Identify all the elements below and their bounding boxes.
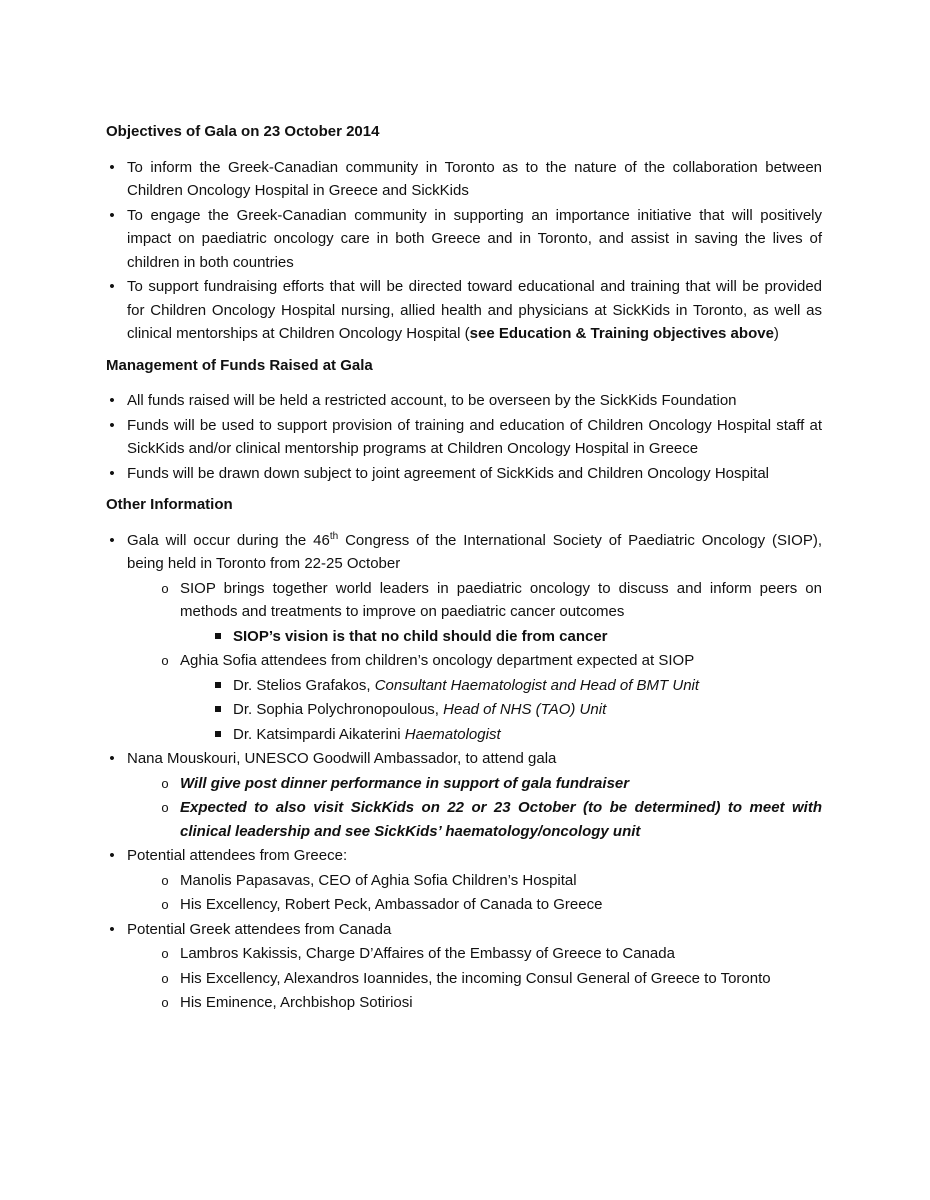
objectives-heading: Objectives of Gala on 23 October 2014 bbox=[106, 123, 380, 140]
list-item bbox=[106, 414, 822, 461]
list-item bbox=[106, 529, 822, 747]
square-bullet-icon bbox=[215, 731, 221, 737]
sublist-item-text: His Eminence, Archbishop Sotiriosi bbox=[180, 994, 413, 1011]
sublist-item bbox=[159, 942, 822, 966]
superscript: th bbox=[329, 530, 339, 542]
nested-sublist bbox=[180, 674, 822, 747]
list-item-text: To inform the Greek-Canadian community in Toronto as to the nature of the collaboration between Children Oncology Hospital in Greece and SickKids bbox=[127, 158, 822, 199]
sublist bbox=[127, 772, 822, 844]
sublist-item-text: His Excellency, Alexandros Ioannides, the incoming Consul General of Greece to Toronto bbox=[180, 969, 771, 987]
sublist-item bbox=[159, 967, 822, 991]
list-item-bold-text: see Education & Training objectives above bbox=[469, 325, 774, 342]
square-bullet-icon bbox=[215, 682, 221, 688]
nested-item-text: SIOP’s vision is that no child should die from cancer bbox=[233, 627, 608, 645]
list-item bbox=[106, 156, 822, 203]
list-item-text: Funds will be drawn down subject to joint agreement of SickKids and Children Oncology Hospital bbox=[127, 464, 770, 482]
funds-heading: Management of Funds Raised at Gala bbox=[106, 356, 373, 374]
list-item bbox=[106, 747, 822, 843]
bullet-icon: • bbox=[109, 158, 115, 176]
list-item-text: Potential attendees from Greece: bbox=[127, 847, 348, 864]
circle-bullet-icon: o bbox=[161, 970, 169, 986]
circle-bullet-icon: o bbox=[161, 897, 169, 912]
doctor-name: Dr. Stelios Grafakos, bbox=[233, 676, 375, 694]
sublist-item bbox=[159, 893, 822, 917]
nested-sublist bbox=[180, 625, 822, 649]
nested-item bbox=[212, 674, 822, 698]
doctor-role: Haematologist bbox=[404, 725, 501, 743]
sublist-item-text: His Excellency, Robert Peck, Ambassador of Canada to Greece bbox=[180, 896, 603, 913]
doctor-role: Head of NHS (TAO) Unit bbox=[443, 701, 607, 718]
sublist-item-text: Expected to also visit SickKids on 22 or 23 October (to be determined) to meet with clinical leadership and see SickKids’ haematology/oncology unit bbox=[180, 799, 822, 840]
bullet-icon: • bbox=[109, 416, 115, 434]
bullet-icon: • bbox=[109, 206, 115, 224]
document-page bbox=[106, 120, 822, 1016]
sublist-item bbox=[159, 869, 822, 893]
other-info-list bbox=[106, 529, 822, 1015]
doctor-name: Dr. Sophia Polychronopoulous, bbox=[233, 701, 444, 718]
list-item-text: To support fundraising efforts that will be directed toward educational and training that will be provided for Children Oncology Hospital nursing, allied health and physicians at SickKids in Toronto, as well as clinical mentorships at Children Oncology Hospital ( bbox=[127, 278, 822, 342]
list-item-text: To engage the Greek-Canadian community in supporting an importance initiative that will positively impact on paediatric oncology care in both Greece and in Toronto, and assist in saving the lives of children in both countries bbox=[127, 206, 822, 271]
list-item-text: ) bbox=[773, 325, 779, 342]
bullet-icon: • bbox=[109, 464, 115, 482]
sublist bbox=[127, 869, 822, 917]
list-item bbox=[106, 918, 822, 1015]
doctor-role: Consultant Haematologist and Head of BMT Unit bbox=[374, 676, 700, 694]
sublist-item bbox=[159, 991, 822, 1015]
sublist-item bbox=[159, 649, 822, 746]
bullet-icon: • bbox=[109, 750, 115, 767]
square-bullet-icon bbox=[215, 633, 221, 639]
objectives-list bbox=[106, 156, 822, 346]
circle-bullet-icon: o bbox=[161, 800, 169, 815]
list-item-text: Gala will occur during the 46 bbox=[127, 531, 330, 549]
circle-bullet-icon: o bbox=[161, 653, 169, 668]
sublist-item-text: SIOP brings together world leaders in paediatric oncology to discuss and inform peers on methods and treatments to improve on paediatric cancer outcomes bbox=[180, 579, 822, 620]
bullet-icon: • bbox=[109, 920, 115, 938]
nested-item bbox=[212, 723, 822, 747]
funds-list bbox=[106, 389, 822, 485]
sublist-item bbox=[159, 772, 822, 796]
sublist bbox=[127, 942, 822, 1015]
list-item bbox=[106, 204, 822, 275]
list-item-text: Nana Mouskouri, UNESCO Goodwill Ambassador, to attend gala bbox=[127, 750, 557, 767]
circle-bullet-icon: o bbox=[161, 775, 169, 791]
list-item-text: Congress of the International Society of Paediatric Oncology (SIOP), being held in Toronto from 22-25 October bbox=[127, 531, 823, 572]
list-item-text: Potential Greek attendees from Canada bbox=[127, 920, 392, 938]
list-item bbox=[106, 389, 822, 413]
sublist-item-text: Lambros Kakissis, Charge D’Affaires of the Embassy of Greece to Canada bbox=[180, 945, 675, 962]
nested-item bbox=[212, 625, 822, 649]
circle-bullet-icon: o bbox=[161, 580, 169, 596]
circle-bullet-icon: o bbox=[161, 995, 169, 1010]
bullet-icon: • bbox=[109, 278, 115, 295]
doctor-name: Dr. Katsimpardi Aikaterini bbox=[233, 725, 405, 743]
list-item bbox=[106, 844, 822, 917]
sublist-item bbox=[159, 796, 822, 843]
sublist-item-text: Manolis Papasavas, CEO of Aghia Sofia Children’s Hospital bbox=[180, 871, 577, 889]
nested-item bbox=[212, 698, 822, 722]
sublist bbox=[127, 577, 822, 747]
square-bullet-icon bbox=[215, 706, 221, 712]
list-item bbox=[106, 462, 822, 486]
list-item-text: Funds will be used to support provision of training and education of Children Oncology Hospital staff at SickKids and/or clinical mentorship programs at Children Oncology Hospital in Greece bbox=[127, 416, 822, 457]
sublist-item-text: Will give post dinner performance in support of gala fundraiser bbox=[180, 774, 630, 792]
list-item-text: All funds raised will be held a restricted account, to be overseen by the SickKids Foundation bbox=[127, 392, 737, 409]
other-info-heading: Other Information bbox=[106, 496, 233, 513]
circle-bullet-icon: o bbox=[161, 946, 169, 961]
bullet-icon: • bbox=[109, 847, 115, 864]
circle-bullet-icon: o bbox=[161, 872, 169, 888]
sublist-item-text: Aghia Sofia attendees from children’s oncology department expected at SIOP bbox=[180, 652, 695, 669]
sublist-item bbox=[159, 577, 822, 649]
bullet-icon: • bbox=[109, 531, 115, 549]
bullet-icon: • bbox=[109, 392, 115, 409]
list-item bbox=[106, 275, 822, 346]
